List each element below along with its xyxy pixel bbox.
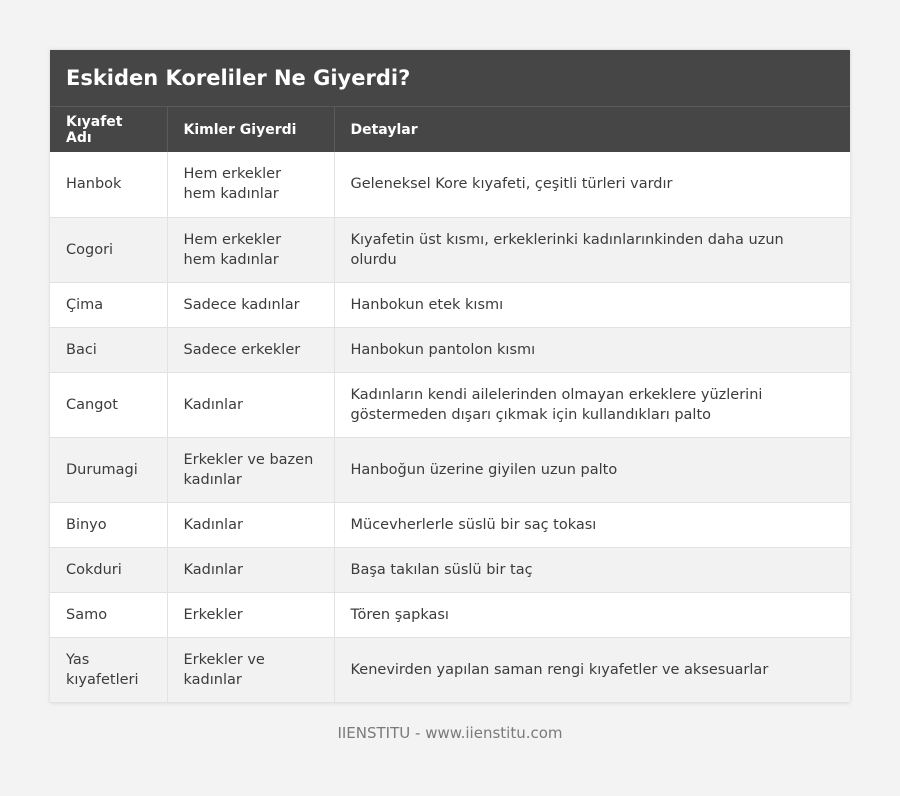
table-row [50,327,850,372]
cell-name: Cokduri [50,547,167,592]
table-row [50,547,850,592]
table-row [50,152,850,217]
column-header-name: Kıyafet Adı [50,107,167,152]
table-row [50,372,850,437]
cell-details: Hanboğun üzerine giyilen uzun palto [334,437,850,502]
cell-name: Binyo [50,502,167,547]
table-row [50,282,850,327]
column-header-who: Kimler Giyerdi [167,107,334,152]
cell-details: Kadınların kendi ailelerinden olmayan erkeklere yüzlerini göstermeden dışarı çıkmak için kullandıkları palto [334,372,850,437]
cell-name: Yas kıyafetleri [50,637,167,702]
column-header-details: Detaylar [350,121,418,138]
cell-details: Kıyafetin üst kısmı, erkeklerinki kadınlarınkinden daha uzun olurdu [334,217,850,282]
cell-details: Hanbokun pantolon kısmı [334,327,850,372]
cell-who: Erkekler ve bazen kadınlar [167,437,334,502]
cell-who: Sadece kadınlar [167,282,334,327]
cell-who: Kadınlar [167,372,334,437]
cell-who: Sadece erkekler [167,327,334,372]
cell-who: Hem erkekler hem kadınlar [167,217,334,282]
cell-who: Hem erkekler hem kadınlar [167,152,334,217]
cell-name: Hanbok [50,152,167,217]
table-header-row [50,107,850,152]
cell-name: Baci [50,327,167,372]
cell-name: Cangot [50,372,167,437]
table-row [50,217,850,282]
table-card [50,50,850,703]
cell-name: Durumagi [50,437,167,502]
footer-credit: IIENSTITU - www.iienstitu.com [337,724,563,742]
cell-details: Geleneksel Kore kıyafeti, çeşitli türleri vardır [334,152,850,217]
cell-details: Başa takılan süslü bir taç [334,547,850,592]
cell-who: Erkekler [167,592,334,637]
cell-details: Mücevherlerle süslü bir saç tokası [334,502,850,547]
cell-details: Kenevirden yapılan saman rengi kıyafetler ve aksesuarlar [334,637,850,702]
table-row [50,637,850,702]
cell-who: Kadınlar [167,502,334,547]
cell-name: Samo [50,592,167,637]
cell-name: Çima [50,282,167,327]
table-row [50,437,850,502]
table-row [50,502,850,547]
clothing-table [50,107,850,703]
cell-name: Cogori [50,217,167,282]
table-title: Eskiden Koreliler Ne Giyerdi? [50,50,850,107]
cell-who: Erkekler ve kadınlar [167,637,334,702]
cell-details: Hanbokun etek kısmı [334,282,850,327]
cell-details: Tören şapkası [334,592,850,637]
cell-who: Kadınlar [167,547,334,592]
table-row [50,592,850,637]
